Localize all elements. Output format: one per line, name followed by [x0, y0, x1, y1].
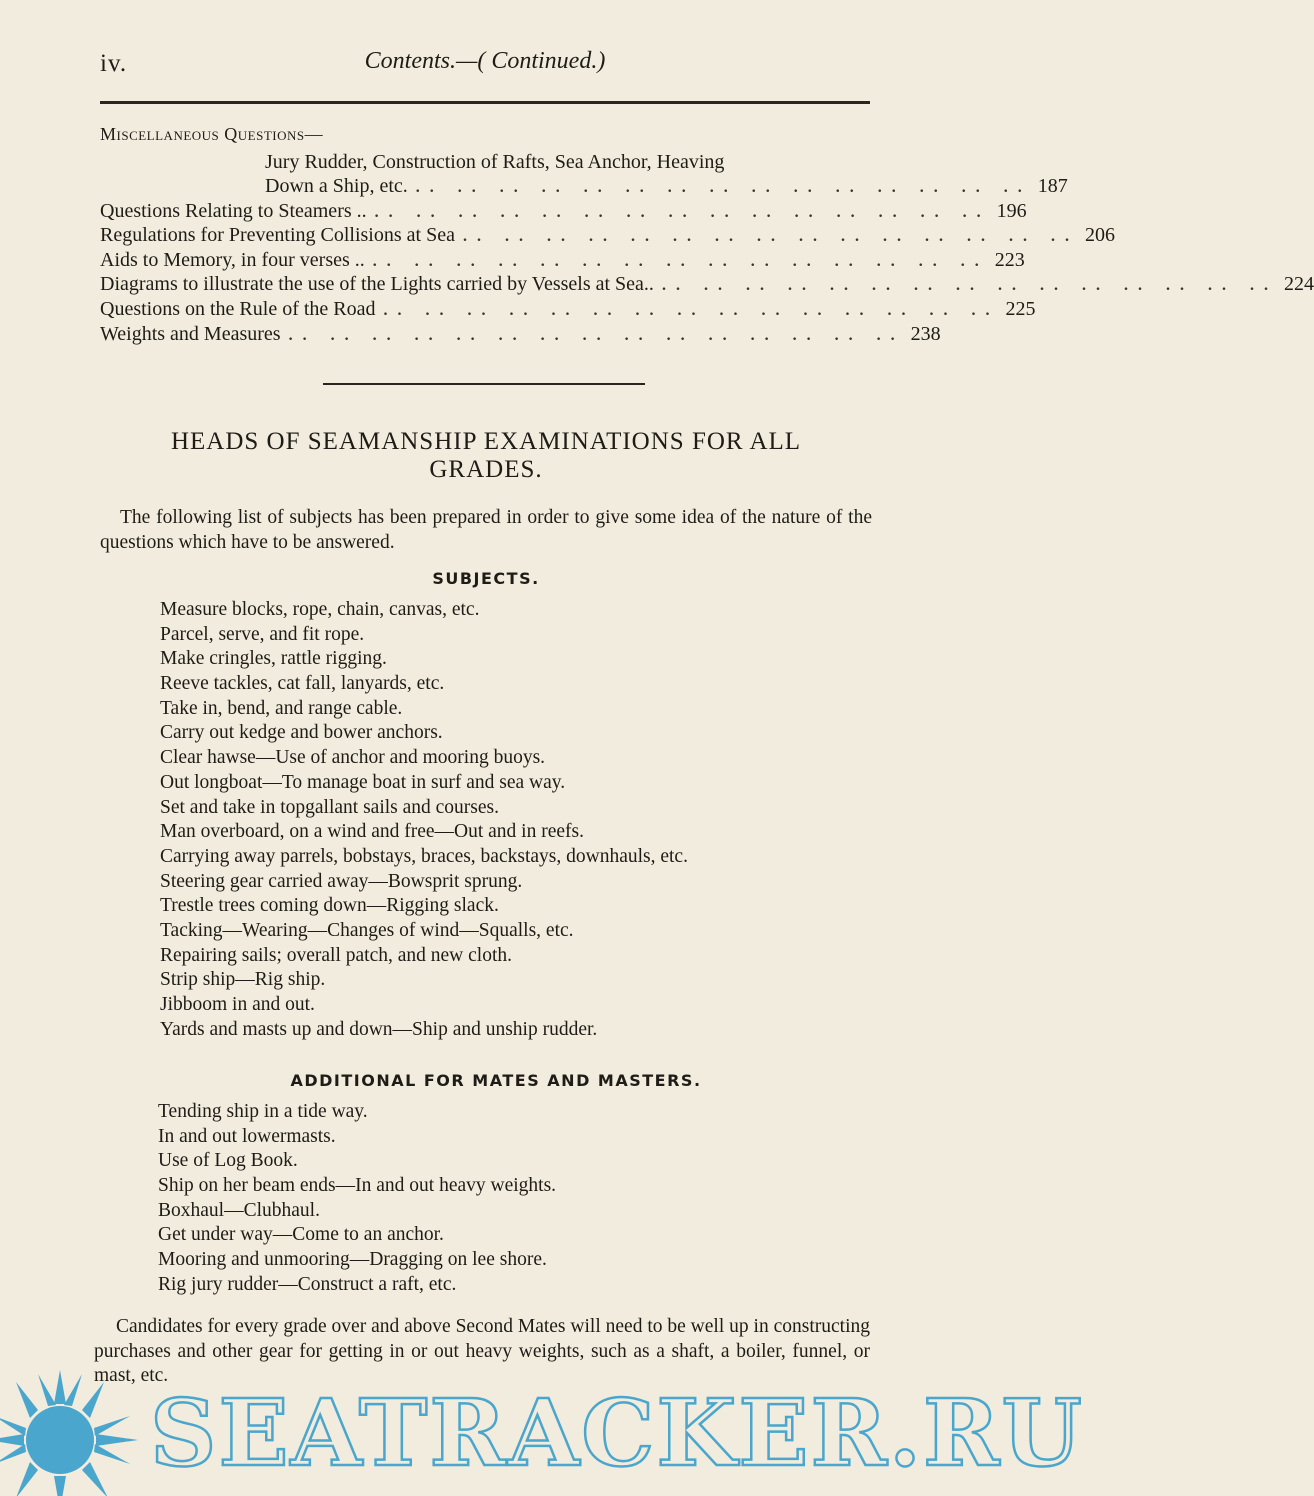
toc-entry	[100, 199, 1027, 224]
toc-section-label: Miscellaneous Questions—	[100, 124, 324, 144]
page-number: iv.	[100, 50, 128, 77]
toc-entry	[100, 174, 1068, 199]
toc-leader: .. .. .. .. .. .. .. .. .. .. .. .. .. .. ..	[288, 326, 905, 344]
toc-entry-title: Weights and Measures	[100, 322, 281, 345]
toc-entry-title: Down a Ship, etc.	[265, 175, 408, 197]
toc-leader: .. .. .. .. .. .. .. .. .. .. .. .. .. .. ..	[661, 277, 1278, 295]
toc-leader: .. .. .. .. .. .. .. .. .. .. .. .. .. .. ..	[415, 179, 1032, 196]
toc-entry-title: Questions on the Rule of the Road	[100, 297, 376, 320]
toc-entry	[100, 272, 1314, 297]
list-item: Measure blocks, rope, chain, canvas, etc.	[160, 599, 480, 620]
section-divider	[323, 383, 645, 385]
toc-entry-title: Regulations for Preventing Collisions at Sea	[100, 224, 455, 247]
toc-entry	[100, 297, 1036, 322]
list-item: Carrying away parrels, bobstays, braces, backstays, downhauls, etc.	[160, 845, 688, 867]
list-item: Boxhaul—Clubhaul.	[158, 1199, 320, 1221]
list-item: Clear hawse—Use of anchor and mooring buoys.	[160, 747, 546, 769]
toc-entry-line: Jury Rudder, Construction of Rafts, Sea Anchor, Heaving	[265, 151, 725, 173]
contents-list	[100, 124, 1314, 346]
mates-masters-list	[158, 1100, 556, 1298]
header-rule	[100, 101, 870, 104]
list-item: Take in, bend, and range cable.	[160, 697, 403, 719]
list-item: Man overboard, on a wind and free—Out and in reefs.	[160, 821, 584, 843]
toc-leader: .. .. .. .. .. .. .. .. .. .. .. .. .. .. ..	[372, 252, 989, 270]
list-item: Parcel, serve, and fit rope.	[160, 623, 365, 645]
sun-icon	[0, 1360, 150, 1496]
list-item: Out longboat—To manage boat in surf and sea way.	[160, 771, 566, 793]
list-item: Reeve tackles, cat fall, lanyards, etc.	[160, 673, 445, 695]
list-item: Make cringles, rattle rigging.	[160, 648, 387, 670]
list-item: Steering gear carried away—Bowsprit sprung.	[160, 870, 523, 892]
toc-leader: .. .. .. .. .. .. .. .. .. .. .. .. .. .. ..	[374, 203, 991, 221]
toc-leader: .. .. .. .. .. .. .. .. .. .. .. .. .. .. ..	[462, 228, 1079, 246]
list-item: Mooring and unmooring—Dragging on lee shore.	[158, 1249, 547, 1271]
toc-page-number: 223	[994, 248, 1025, 271]
list-item: Yards and masts up and down—Ship and unship rudder.	[160, 1018, 598, 1040]
toc-page-number: 225	[1005, 297, 1036, 320]
list-item: Get under way—Come to an anchor.	[158, 1224, 444, 1246]
toc-entry-title: Diagrams to illustrate the use of the Lights carried by Vessels at Sea..	[100, 273, 654, 296]
toc-entry	[100, 248, 1025, 273]
list-item: Repairing sails; overall patch, and new cloth.	[160, 944, 512, 966]
toc-entry-title: Aids to Memory, in four verses ..	[100, 248, 365, 271]
list-item: Use of Log Book.	[158, 1150, 298, 1172]
list-item: Tending ship in a tide way.	[158, 1101, 368, 1122]
list-item: Jibboom in and out.	[160, 994, 315, 1015]
list-item: Ship on her beam ends—In and out heavy weights.	[158, 1175, 557, 1197]
subjects-heading: SUBJECTS.	[432, 569, 540, 588]
toc-page-number: 206	[1084, 224, 1115, 247]
running-head	[100, 48, 870, 80]
intro-paragraph: The following list of subjects has been prepared in order to give some idea of the nature of the questions which have to be answered.	[100, 507, 872, 553]
list-item: Carry out kedge and bower anchors.	[160, 722, 443, 744]
toc-page-number: 224	[1283, 273, 1314, 296]
toc-page-number: 238	[910, 322, 941, 345]
toc-entry-title: Questions Relating to Steamers ..	[100, 199, 367, 222]
section-heading	[100, 428, 872, 484]
watermark-text: SEATRACKER.RU	[150, 1379, 1084, 1487]
toc-entry	[100, 322, 941, 347]
section-heading-line: HEADS OF SEAMANSHIP EXAMINATIONS FOR ALL	[170, 428, 802, 455]
list-item: Set and take in topgallant sails and courses.	[160, 796, 500, 818]
list-item: Tacking—Wearing—Changes of wind—Squalls, etc.	[160, 919, 574, 941]
toc-entry	[100, 223, 1115, 248]
subjects-list	[160, 598, 688, 1042]
mates-masters-heading: ADDITIONAL FOR MATES AND MASTERS.	[290, 1071, 702, 1090]
list-item: Rig jury rudder—Construct a raft, etc.	[158, 1273, 457, 1295]
list-item: In and out lowermasts.	[158, 1125, 336, 1147]
running-title: Contents.—( Continued.)	[364, 48, 606, 74]
toc-page-number: 187	[1037, 175, 1068, 197]
toc-page-number: 196	[996, 199, 1027, 222]
closing-paragraph: Candidates for every grade over and above Second Mates will need to be well up in constructing purchases and other gear for getting in or out heavy weights, such as a shaft, a boiler, funnel, or mast, etc.	[94, 1316, 870, 1386]
list-item: Trestle trees coming down—Rigging slack.	[160, 895, 499, 917]
section-heading-line: GRADES.	[429, 456, 543, 483]
list-item: Strip ship—Rig ship.	[160, 969, 326, 991]
toc-leader: .. .. .. .. .. .. .. .. .. .. .. .. .. .. ..	[383, 301, 1000, 319]
